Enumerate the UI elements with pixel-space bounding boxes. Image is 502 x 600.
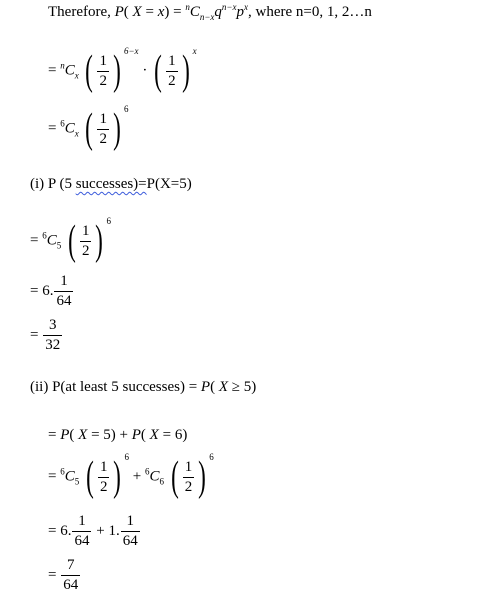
sub-5: 5 bbox=[74, 476, 80, 487]
right-bracket: ) bbox=[95, 218, 104, 264]
part-ii-step-1 bbox=[48, 427, 187, 444]
coefficient: 6. bbox=[42, 282, 54, 299]
plus: + bbox=[119, 427, 128, 443]
right-bracket: ) bbox=[181, 48, 190, 94]
paren: ) bbox=[251, 379, 257, 395]
right-bracket: ) bbox=[113, 106, 121, 152]
denominator: 64 bbox=[122, 533, 138, 549]
equals: = bbox=[30, 326, 39, 343]
c-symbol: C bbox=[149, 468, 160, 485]
p-symbol: P bbox=[131, 427, 141, 443]
exponent: 6 bbox=[106, 216, 111, 227]
left-bracket: ( bbox=[170, 454, 179, 500]
fraction bbox=[98, 460, 110, 495]
equals: = bbox=[162, 427, 172, 443]
paren-group bbox=[83, 456, 125, 498]
equals: = bbox=[48, 522, 57, 539]
sup-x: x bbox=[244, 2, 248, 12]
sub-5: 5 bbox=[56, 240, 62, 251]
numerator: 1 bbox=[60, 273, 68, 289]
denominator: 64 bbox=[74, 533, 90, 549]
p-symbol: P bbox=[114, 4, 124, 20]
sub-x: x bbox=[74, 70, 79, 81]
left-bracket: ( bbox=[85, 48, 94, 94]
left-bracket: ( bbox=[68, 218, 76, 264]
part-i-step-2 bbox=[30, 274, 74, 309]
p-symbol: P bbox=[200, 379, 211, 395]
exponent: 6 bbox=[123, 104, 129, 115]
equals: = bbox=[91, 427, 100, 443]
q-symbol: q bbox=[214, 4, 222, 20]
part-ii-result bbox=[48, 558, 81, 593]
paren: ( bbox=[140, 427, 146, 443]
fraction bbox=[97, 54, 109, 89]
coefficient: 1. bbox=[108, 522, 120, 539]
right-bracket: ) bbox=[113, 454, 122, 500]
step-line-2 bbox=[48, 46, 197, 94]
numerator: 3 bbox=[48, 317, 57, 333]
fraction bbox=[80, 224, 92, 259]
equals: = bbox=[30, 282, 39, 299]
numerator: 1 bbox=[81, 222, 90, 239]
numerator: 1 bbox=[99, 110, 107, 127]
equals: = bbox=[48, 566, 57, 583]
x-small: x bbox=[157, 4, 165, 20]
c-symbol: C bbox=[189, 4, 200, 20]
numerator: 1 bbox=[126, 513, 134, 529]
exponent: 6 bbox=[124, 452, 129, 463]
x-var: X bbox=[149, 427, 159, 443]
ge-symbol: ≥ bbox=[231, 379, 240, 395]
fraction bbox=[54, 274, 73, 309]
c-symbol: C bbox=[64, 62, 75, 79]
denominator: 2 bbox=[184, 478, 193, 495]
pre-sup-6: 6 bbox=[60, 466, 65, 477]
paren-group bbox=[82, 108, 124, 150]
left-bracket: ( bbox=[154, 48, 162, 94]
x-var: X bbox=[78, 427, 88, 443]
x-var: X bbox=[132, 4, 142, 20]
paren-group bbox=[82, 50, 124, 92]
numerator: 1 bbox=[99, 52, 107, 69]
pre-sup-6: 6 bbox=[144, 466, 150, 477]
part-ii-step-2 bbox=[48, 452, 214, 500]
part-i-heading bbox=[30, 176, 192, 193]
sup-nx: n−x bbox=[221, 2, 237, 12]
plus: + bbox=[96, 522, 105, 539]
numerator: 1 bbox=[184, 458, 193, 475]
fraction bbox=[43, 318, 62, 353]
paren: ) bbox=[182, 427, 188, 443]
denominator: 32 bbox=[45, 337, 61, 353]
fraction bbox=[97, 112, 109, 147]
exponent: 6−x bbox=[123, 46, 139, 57]
range-text: , where n=0, 1, 2…n bbox=[248, 4, 372, 20]
six: 6 bbox=[174, 427, 183, 443]
plus: + bbox=[132, 468, 142, 485]
pre-sup-6: 6 bbox=[42, 230, 47, 241]
equals: = bbox=[48, 427, 57, 443]
dot: · bbox=[142, 62, 148, 79]
paren: ( bbox=[123, 4, 129, 20]
paren-group bbox=[151, 50, 193, 92]
numerator: 7 bbox=[66, 557, 75, 573]
denominator: 2 bbox=[99, 72, 107, 89]
right-bracket: ) bbox=[113, 48, 121, 94]
paren-group bbox=[65, 220, 107, 262]
part-i-rest: P(X=5) bbox=[146, 176, 192, 192]
part-ii-heading bbox=[30, 379, 256, 396]
x-var: X bbox=[218, 379, 229, 395]
denominator: 2 bbox=[168, 72, 176, 89]
five: 5 bbox=[243, 379, 252, 395]
pre-sup-n: n bbox=[60, 60, 65, 71]
paren: ) bbox=[164, 4, 170, 20]
fraction bbox=[72, 514, 91, 549]
numerator: 1 bbox=[78, 513, 86, 529]
paren: ( bbox=[69, 427, 75, 443]
exponent: x bbox=[192, 46, 197, 57]
equals: = bbox=[173, 4, 182, 20]
denominator: 2 bbox=[81, 242, 90, 259]
sub-6: 6 bbox=[159, 476, 164, 487]
exponent: 6 bbox=[209, 452, 214, 463]
denominator: 64 bbox=[56, 293, 72, 309]
numerator: 1 bbox=[99, 458, 108, 475]
part-i-label: (i) P (5 bbox=[30, 176, 76, 192]
left-bracket: ( bbox=[86, 454, 94, 500]
spellcheck-word: successes)= bbox=[75, 176, 147, 192]
paren: ( bbox=[210, 379, 216, 395]
p-small: p bbox=[236, 4, 244, 20]
c-symbol: C bbox=[64, 120, 75, 137]
equals: = bbox=[188, 379, 198, 395]
fraction bbox=[166, 54, 178, 89]
pre-sup-n: n bbox=[185, 2, 190, 12]
part-i-step-1 bbox=[30, 216, 111, 264]
c-symbol: C bbox=[46, 232, 57, 249]
paren: ) bbox=[110, 427, 116, 443]
equals: = bbox=[48, 62, 57, 79]
equals: = bbox=[48, 120, 57, 137]
fraction bbox=[61, 558, 80, 593]
denominator: 2 bbox=[99, 130, 107, 147]
part-ii-label: (ii) P(at least 5 successes) bbox=[30, 379, 185, 395]
part-ii-step-3 bbox=[48, 514, 141, 549]
paren-group bbox=[168, 456, 210, 498]
equals: = bbox=[48, 468, 57, 485]
equals: = bbox=[145, 4, 154, 20]
therefore-text: Therefore, bbox=[48, 4, 111, 20]
sub-nx: n−x bbox=[199, 12, 215, 22]
numerator: 1 bbox=[168, 52, 176, 69]
therefore-line bbox=[48, 4, 372, 21]
equals: = bbox=[30, 232, 39, 249]
fraction bbox=[121, 514, 140, 549]
sub-x: x bbox=[74, 128, 79, 139]
p-symbol: P bbox=[60, 427, 70, 443]
left-bracket: ( bbox=[85, 106, 94, 152]
step-line-3 bbox=[48, 104, 129, 152]
fraction bbox=[183, 460, 195, 495]
five: 5 bbox=[103, 427, 111, 443]
right-bracket: ) bbox=[198, 454, 207, 500]
coefficient: 6. bbox=[60, 522, 72, 539]
part-i-result bbox=[30, 318, 63, 353]
denominator: 2 bbox=[99, 478, 108, 495]
c-symbol: C bbox=[64, 468, 75, 485]
denominator: 64 bbox=[63, 577, 79, 593]
pre-sup-6: 6 bbox=[60, 118, 65, 129]
